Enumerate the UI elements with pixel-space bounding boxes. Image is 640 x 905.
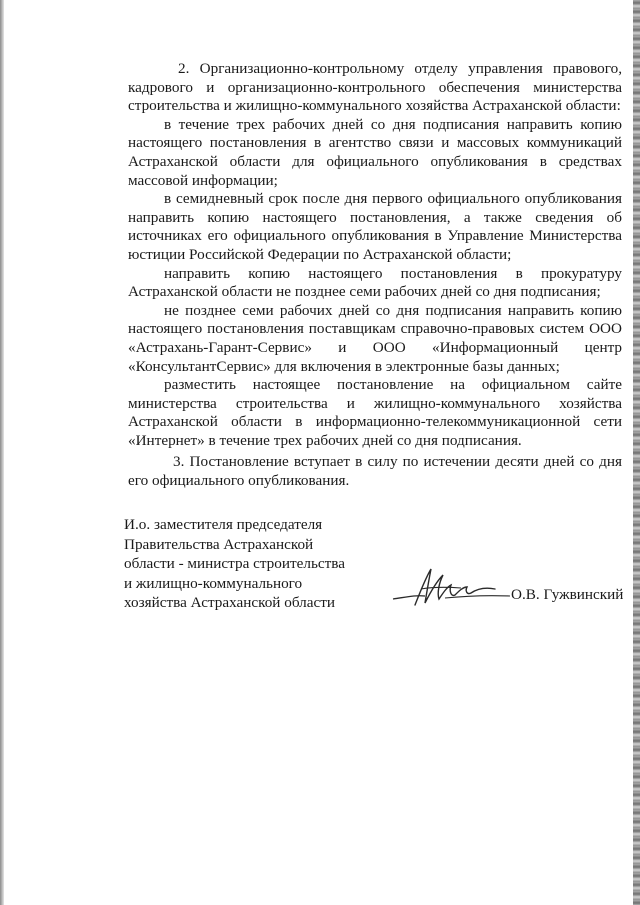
signer-title-line: И.о. заместителя председателя xyxy=(124,516,323,533)
paragraph-legal-systems: не позднее семи рабочих дней со дня подписания направить копию настоящего постановления поставщикам справочно-правовых систем ООО «Астрахань-Гарант-Сервис» и ООО «Информационный центр «КонсультантСервис» для включения в электронные базы данных; xyxy=(128,301,622,375)
paragraph-item-2: 2. Организационно-контрольному отделу управления правового, кадрового и организационно-контрольного обеспечения министерства строительства и жилищно-коммунального хозяйства Астраханской области: xyxy=(128,60,622,115)
paragraph-prosecutor: направить копию настоящего постановления в прокуратуру Астраханской области не позднее семи рабочих дней со дня подписания; xyxy=(128,264,622,301)
scan-edge-left xyxy=(0,0,4,905)
paragraph-ministry-justice: в семидневный срок после дня первого официального опубликования направить копию настоящего постановления, а также сведения об источниках его официального опубликования в Управление Министерства юстиции Российской Федерации по Астраханской области; xyxy=(128,190,622,263)
signer-name: О.В. Гужвинский xyxy=(511,586,624,603)
handwritten-signature xyxy=(385,565,515,610)
paragraph-item-3: 3. Постановление вступает в силу по истечении десяти дней со дня его официального опубликования. xyxy=(128,453,622,490)
signer-title-line: области - министра строительства xyxy=(124,555,345,573)
document-body xyxy=(128,60,622,491)
paragraph-publish-media: в течение трех рабочих дней со дня подписания направить копию настоящего постановления в агентство связи и массовых коммуникаций Астраханской области для официального опубликования в средствах массовой информации; xyxy=(128,115,622,189)
signer-title xyxy=(124,515,364,613)
scan-edge-right xyxy=(633,0,640,905)
signer-title-line: Правительства Астраханской xyxy=(124,535,314,553)
signer-title-line: и жилищно-коммунального xyxy=(124,574,303,592)
paragraph-website: разместить настоящее постановление на официальном сайте министерства строительства и жилищно-коммунального хозяйства Астраханской области в информационно-телекоммуникационной сети «Интернет» в течение трех рабочих дней со дня подписания. xyxy=(128,376,622,449)
signer-title-line: хозяйства Астраханской области xyxy=(124,594,335,612)
